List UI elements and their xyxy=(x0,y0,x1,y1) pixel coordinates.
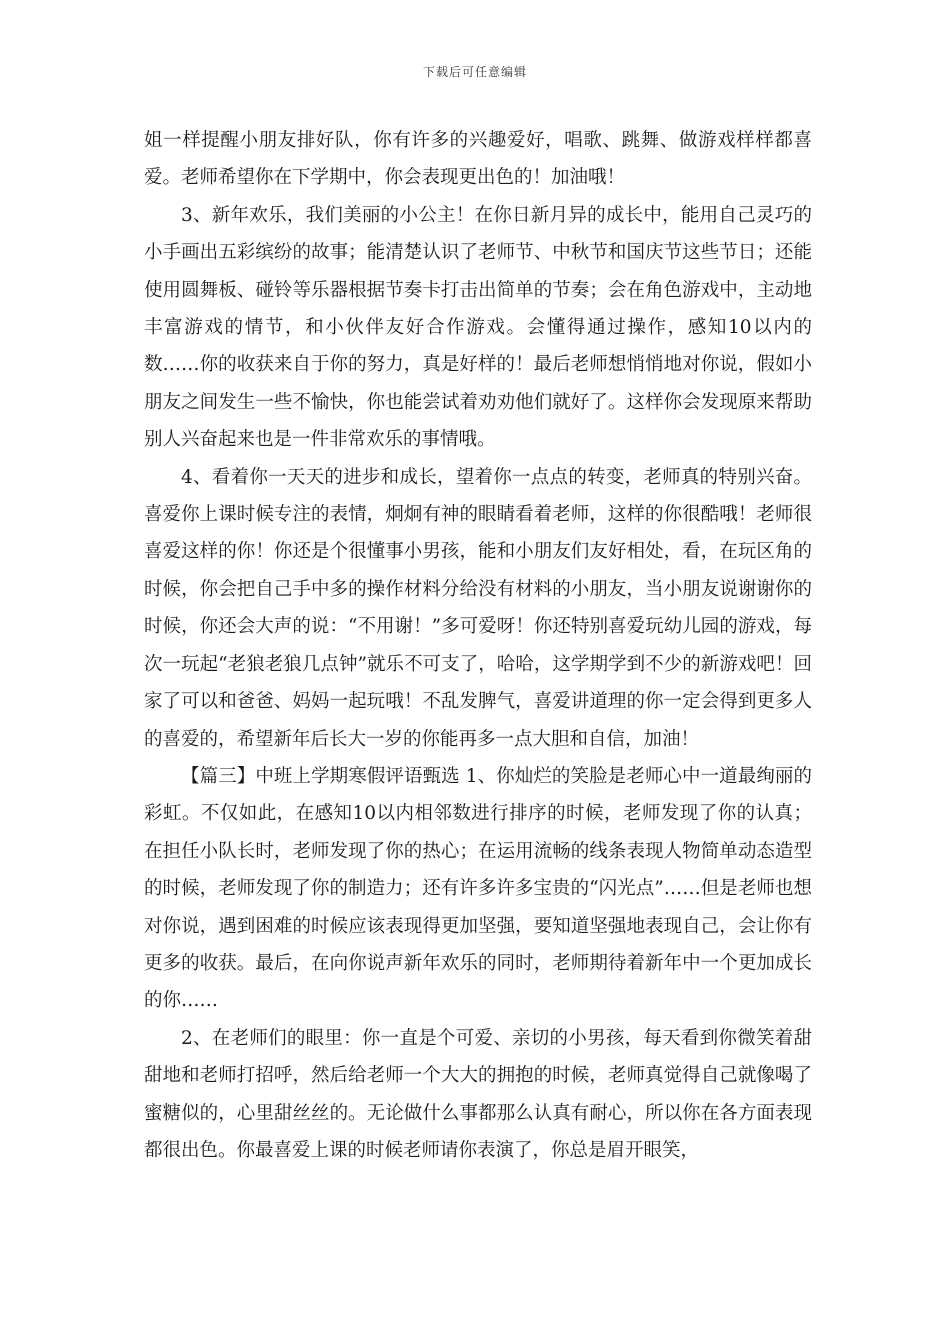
page-header: 下载后可任意编辑 xyxy=(422,65,527,79)
paragraph-item-2: 2、在老师们的眼里：你一直是个可爱、亲切的小男孩，每天看到你微笑着甜甜地和老师打招呼，然后给老师一个大大的拥抱的时候，老师真觉得自己就像喝了蜜糖似的，心里甜丝丝的。无论做什么事都那么认真有耐心，所以你在各方面表现都很出色。你最喜爱上课的时候老师请你表演了，你总是眉开眼笑， xyxy=(144,1027,812,1161)
document-body xyxy=(144,122,812,1169)
paragraph-item-4: 4、看着你一天天的进步和成长，望着你一点点的转变，老师真的特别兴奋。喜爱你上课时候专注的表情，炯炯有神的眼睛看着老师，这样的你很酷哦！老师很喜爱这样的你！你还是个很懂事小男孩，能和小朋友们友好相处，看，在玩区角的时候，你会把自己手中多的操作材料分给没有材料的小朋友，当小朋友说谢谢你的时候，你还会大声的说：“不用谢！”多可爱呀！你还特别喜爱玩幼儿园的游戏，每次一玩起“老狼老狼几点钟”就乐不可支了，哈哈，这学期学到不少的新游戏吧！回家了可以和爸爸、妈妈一起玩哦！不乱发脾气，喜爱讲道理的你一定会得到更多人的喜爱的，希望新年后长大一岁的你能再多一点大胆和自信，加油！ xyxy=(144,466,812,750)
paragraph-item-3: 3、新年欢乐，我们美丽的小公主！在你日新月异的成长中，能用自己灵巧的小手画出五彩缤纷的故事；能清楚认识了老师节、中秋节和国庆节这些节日；还能使用圆舞板、碰铃等乐器根据节奏卡打击出简单的节奏；会在角色游戏中，主动地丰富游戏的情节，和小伙伴友好合作游戏。会懂得通过操作，感知10以内的数……你的收获来自于你的努力，真是好样的！最后老师想悄悄地对你说，假如小朋友之间发生一些不愉快，你也能尝试着劝劝他们就好了。这样你会发现原来帮助别人兴奋起来也是一件非常欢乐的事情哦。 xyxy=(144,204,812,451)
paragraph-section-three: 【篇三】中班上学期寒假评语甄选 1、你灿烂的笑脸是老师心中一道最绚丽的彩虹。不仅如此，在感知10以内相邻数进行排序的时候，老师发现了你的认真；在担任小队长时，老师发现了你的热心；在运用流畅的线条表现人物简单动态造型的时候，老师发现了你的制造力；还有许多许多宝贵的“闪光点”……但是老师也想对你说，遇到困难的时候应该表现得更加坚强，要知道坚强地表现自己，会让你有更多的收获。最后，在向你说声新年欢乐的同时，老师期待着新年中一个更加成长的你…… xyxy=(144,765,812,1012)
paragraph-continuation: 姐一样提醒小朋友排好队，你有许多的兴趣爱好，唱歌、跳舞、做游戏样样都喜爱。老师希望你在下学期中，你会表现更出色的！加油哦！ xyxy=(144,130,812,189)
